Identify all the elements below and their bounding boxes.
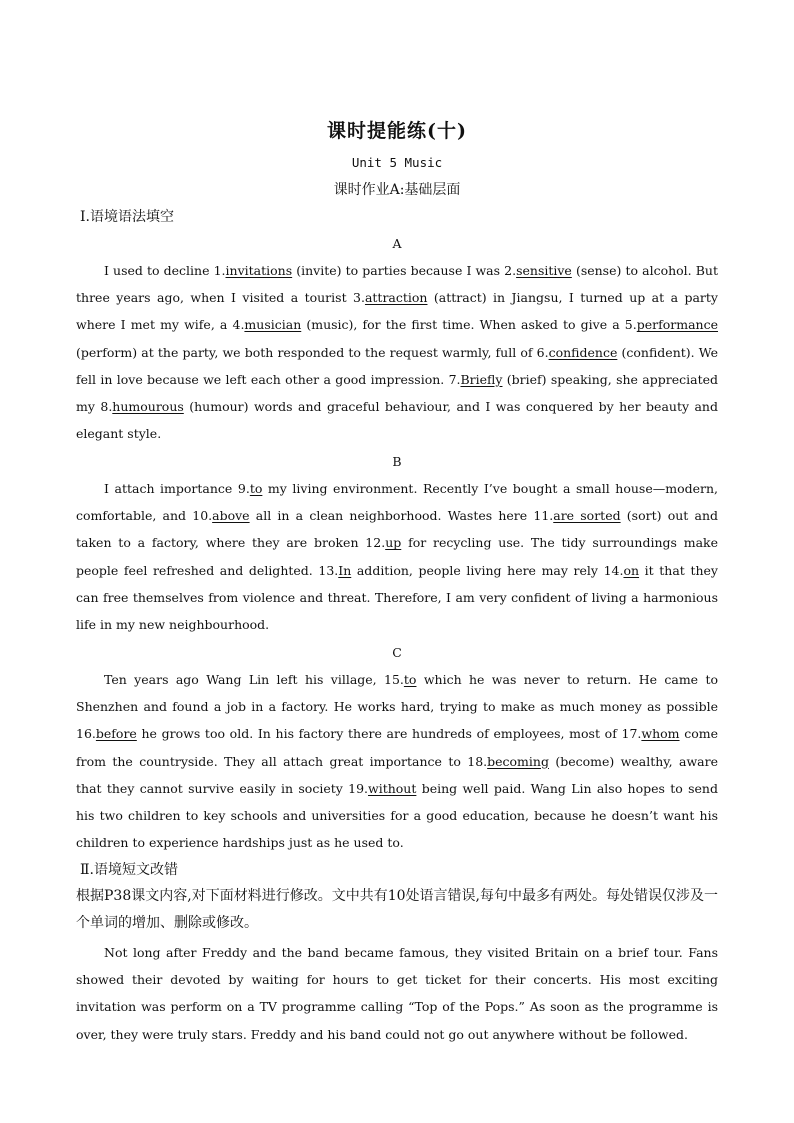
answer-blank: In: [338, 562, 352, 578]
passage-text: (invite) to parties because I was 2.: [292, 263, 517, 278]
answer-blank: confidence: [548, 344, 618, 360]
passage-text: he grows too old. In his factory there are hundreds of employees, most of 17.: [136, 726, 642, 742]
answer-blank: Briefly: [460, 371, 503, 387]
passage-d: Not long after Freddy and the band became famous, they visited Britain on a brief tour. Fans showed their devoted by waiting for hours to get ticket for their concerts. His most exciting invitation was perform on a TV programme calling “Top of the Pops.” As soon as the programme is over, they were truly stars. Freddy and his band could not go out anywhere without be followed.: [76, 945, 718, 1042]
passage-a: [76, 257, 718, 447]
answer-blank: above: [212, 508, 250, 524]
passage-label-c: C: [392, 645, 402, 660]
passage-text: (humour) words and graceful behaviour, and I was conquered by her beauty and elegant style.: [76, 399, 718, 442]
passage-b: [76, 475, 718, 638]
section-heading-grammar-fill: Ⅰ.语境语法填空: [80, 209, 174, 225]
answer-blank: to: [403, 672, 417, 687]
answer-blank: to: [249, 481, 263, 496]
passage-text: (attract) in Jiangsu, I turned up at a party where I met my wife, a 4.: [76, 290, 718, 333]
answer-blank: humourous: [112, 399, 184, 415]
answer-blank: attraction: [364, 290, 428, 306]
sub-heading: 课时作业A:基础层面: [333, 182, 461, 198]
answer-blank: performance: [636, 317, 719, 333]
passage-label-b: B: [392, 454, 402, 469]
answer-blank: becoming: [487, 753, 549, 769]
passage-text: it that they can free themselves from violence and threat. Therefore, I am very confident of living a harmonious life in my new neighbourhood.: [76, 562, 718, 633]
section-heading-error-correction: Ⅱ.语境短文改错: [80, 862, 178, 878]
passage-text: (brief) speaking, she appreciated my 8.: [76, 371, 718, 415]
passage-text: my living environment. Recently I’ve bought a small house—modern, comfortable, and 10.: [76, 481, 718, 524]
passage-text: (perform) at the party, we both responded to the request warmly, full of 6.: [76, 344, 549, 360]
answer-blank: sensitive: [516, 263, 572, 278]
passage-label-a: A: [392, 236, 402, 251]
passage-text: (sense) to alcohol. But three years ago, when I visited a tourist 3.: [76, 263, 719, 306]
answer-blank: up: [385, 535, 402, 551]
answer-blank: whom: [641, 726, 680, 742]
passage-c: [76, 666, 718, 856]
passage-text: (become) wealthy, aware that they cannot survive easily in society 19.: [76, 753, 718, 796]
answer-blank: are sorted: [553, 508, 621, 524]
passage-text: addition, people living here may rely 14.: [351, 562, 624, 578]
passage-text: (sort) out and taken to a factory, where they are broken 12.: [76, 508, 718, 551]
passage-text: (confident). We fell in love because we left each other a good impression. 7.: [76, 344, 718, 387]
answer-blank: before: [95, 726, 137, 742]
answer-blank: musician: [244, 317, 302, 333]
passage-text: being well paid. Wang Lin also hopes to send his two children to key schools and universities for a good education, because he doesn’t want his children to experience hardships just as he used to.: [76, 780, 718, 851]
instruction-text: 根据P38课文内容,对下面材料进行修改。文中共有10处语言错误,每句中最多有两处。每处错误仅涉及一个单词的增加、删除或修改。: [76, 888, 718, 931]
passage-text: all in a clean neighborhood. Wastes here 11.: [249, 508, 554, 524]
passage-text: (music), for the first time. When asked to give a 5.: [301, 317, 637, 333]
unit-label: Unit 5 Music: [351, 155, 443, 170]
answer-blank: invitations: [225, 263, 293, 278]
passage-text: for recycling use. The tidy surroundings make people feel refreshed and delighted. 13.: [76, 535, 718, 578]
page-title: 课时提能练(十): [327, 120, 467, 142]
passage-text: Ten years ago Wang Lin left his village, 15.: [104, 672, 404, 687]
passage-text: come from the countryside. They all attach great importance to 18.: [76, 726, 718, 769]
answer-blank: without: [368, 780, 417, 796]
passage-text: which he was never to return. He came to Shenzhen and found a job in a factory. He works hard, trying to make as much money as possible 16.: [76, 672, 718, 742]
answer-blank: on: [623, 562, 640, 578]
passage-text: I used to decline 1.: [104, 263, 226, 278]
passage-text: I attach importance 9.: [104, 481, 250, 496]
